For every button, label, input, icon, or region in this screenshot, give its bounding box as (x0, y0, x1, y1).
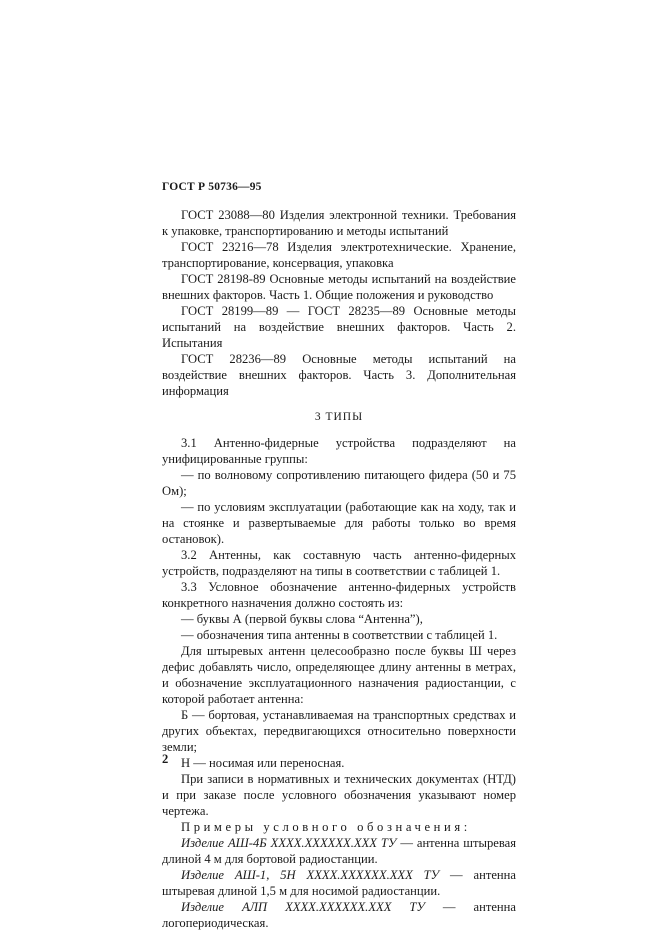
paragraph: Для штыревых антенн целесообразно после буквы Ш через дефис добавлять число, определяющее длину антенны в метрах, и обозначение эксплуатационного назначения радиостанции, с которой работает антенна: (162, 644, 516, 706)
section-title: 3 ТИПЫ (314, 411, 364, 423)
reference-line: ГОСТ 28198-89 Основные методы испытаний на воздействие внешних факторов. Часть 1. Общие положения и руководство (162, 272, 516, 302)
example-designation: Изделие АШ-4Б XXXX.XXXXXX.XXX ТУ (181, 836, 397, 850)
example-designation: Изделие АШ-1, 5Н XXXX.XXXXXX.XXX ТУ (181, 868, 440, 882)
example-description: — антенна штыревая длиной 1,5 м для носимой радиостанции. (162, 868, 516, 898)
examples-heading: Примеры условного обозначения: (181, 820, 471, 834)
paragraph: Б — бортовая, устанавливаемая на транспортных средствах и других объектах, передвигающихся относительно поверхности земли; (162, 708, 516, 754)
paragraph: — буквы А (первой буквы слова “Антенна”), (181, 612, 423, 626)
page-number: 2 (162, 752, 169, 766)
paragraph: — по условиям эксплуатации (работающие как на ходу, так и на стоянке и развертываемые для работы только во время остановок). (162, 500, 516, 546)
paragraph: При записи в нормативных и технических документах (НТД) и при заказе после условного обозначения указывают номер чертежа. (162, 772, 516, 818)
paragraph: — обозначения типа антенны в соответствии с таблицей 1. (181, 628, 498, 642)
references-block (162, 207, 516, 931)
example-description: — антенна штыревая длиной 4 м для бортовой радиостанции. (162, 836, 516, 866)
example-description: — антенна логопериодическая. (162, 900, 516, 930)
reference-line: ГОСТ 28236—89 Основные методы испытаний на воздействие внешних факторов. Часть 3. Дополнительная информация (162, 352, 516, 398)
paragraph: Н — носимая или переносная. (181, 756, 345, 770)
example-line (162, 867, 516, 899)
example-line (162, 899, 516, 931)
paragraph: 3.1 Антенно-фидерные устройства подразделяют на унифицированные группы: (162, 436, 516, 466)
document-header: ГОСТ Р 50736—95 (162, 181, 262, 193)
example-designation: Изделие АЛП XXXX.XXXXXX.XXX ТУ (181, 900, 425, 914)
example-line (162, 835, 516, 867)
reference-line: ГОСТ 28199—89 — ГОСТ 28235—89 Основные методы испытаний на воздействие внешних факторов. Часть 2. Испытания (162, 304, 516, 350)
paragraph: 3.3 Условное обозначение антенно-фидерных устройств конкретного назначения должно состоять из: (162, 580, 516, 610)
paragraph: 3.2 Антенны, как составную часть антенно-фидерных устройств, подразделяют на типы в соответствии с таблицей 1. (162, 548, 516, 578)
reference-line: ГОСТ 23088—80 Изделия электронной техники. Требования к упаковке, транспортированию и методы испытаний (162, 208, 516, 238)
paragraph: — по волновому сопротивлению питающего фидера (50 и 75 Ом); (162, 468, 516, 498)
reference-line: ГОСТ 23216—78 Изделия электротехнические. Хранение, транспортирование, консервация, упаковка (162, 240, 516, 270)
